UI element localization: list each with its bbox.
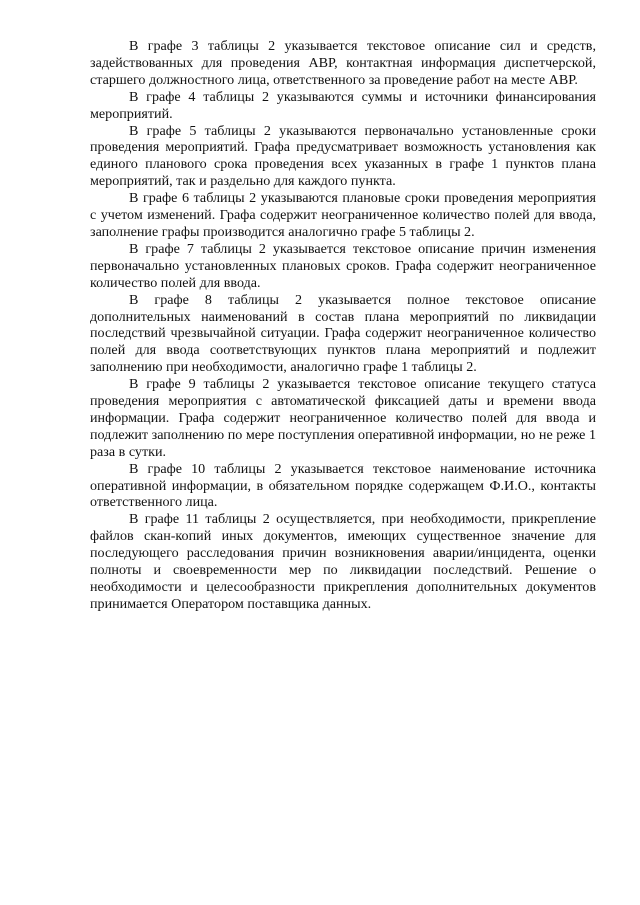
paragraph-column-9: В графе 9 таблицы 2 указывается текстовое описание текущего статуса проведения мероприятия с автоматической фиксацией даты и времени ввода информации. Графа содержит неограниченное количество полей для ввода и подлежит заполнению по мере поступления оперативной информации, но не реже 1 раза в сутки. — [90, 376, 596, 460]
paragraph-column-4: В графе 4 таблицы 2 указываются суммы и источники финансирования мероприятий. — [90, 88, 596, 122]
paragraph-column-3: В графе 3 таблицы 2 указывается текстовое описание сил и средств, задействованных для проведения АВР, контактная информация диспетчерской, старшего должностного лица, ответственного за проведение работ на месте АВР. — [90, 38, 596, 88]
paragraph-column-11: В графе 11 таблицы 2 осуществляется, при необходимости, прикрепление файлов скан-копий иных документов, имеющих существенное значение для последующего расследования причин возникновения аварии/инцидента, оценки полноты и своевременности мер по ликвидации последствий. Решение о необходимости и целесообразности прикрепления дополнительных документов принимается Оператором поставщика данных. — [90, 511, 596, 612]
document-page — [90, 38, 596, 613]
paragraph-column-6: В графе 6 таблицы 2 указываются плановые сроки проведения мероприятия с учетом изменений. Графа содержит неограниченное количество полей для ввода, заполнение графы производится аналогично графе 5 таблицы 2. — [90, 190, 596, 240]
paragraph-column-7: В графе 7 таблицы 2 указывается текстовое описание причин изменения первоначально установленных плановых сроков. Графа содержит неограниченное количество полей для ввода. — [90, 240, 596, 291]
paragraph-column-10: В графе 10 таблицы 2 указывается текстовое наименование источника оперативной информации, в обязательном порядке содержащем Ф.И.О., контакты ответственного лица. — [90, 460, 596, 511]
paragraph-column-8: В графе 8 таблицы 2 указывается полное текстовое описание дополнительных наименований в состав плана мероприятий по ликвидации последствий чрезвычайной ситуации. Графа содержит неограниченное количество полей для ввода соответствующих пунктов плана мероприятий и подлежит заполнению при необходимости, аналогично графе 1 таблицы 2. — [90, 291, 596, 376]
paragraph-column-5: В графе 5 таблицы 2 указываются первоначально установленные сроки проведения мероприятий. Графа предусматривает возможность установления как единого планового срока проведения всех указанных в графе 1 пунктов плана мероприятий, так и раздельно для каждого пункта. — [90, 122, 596, 190]
